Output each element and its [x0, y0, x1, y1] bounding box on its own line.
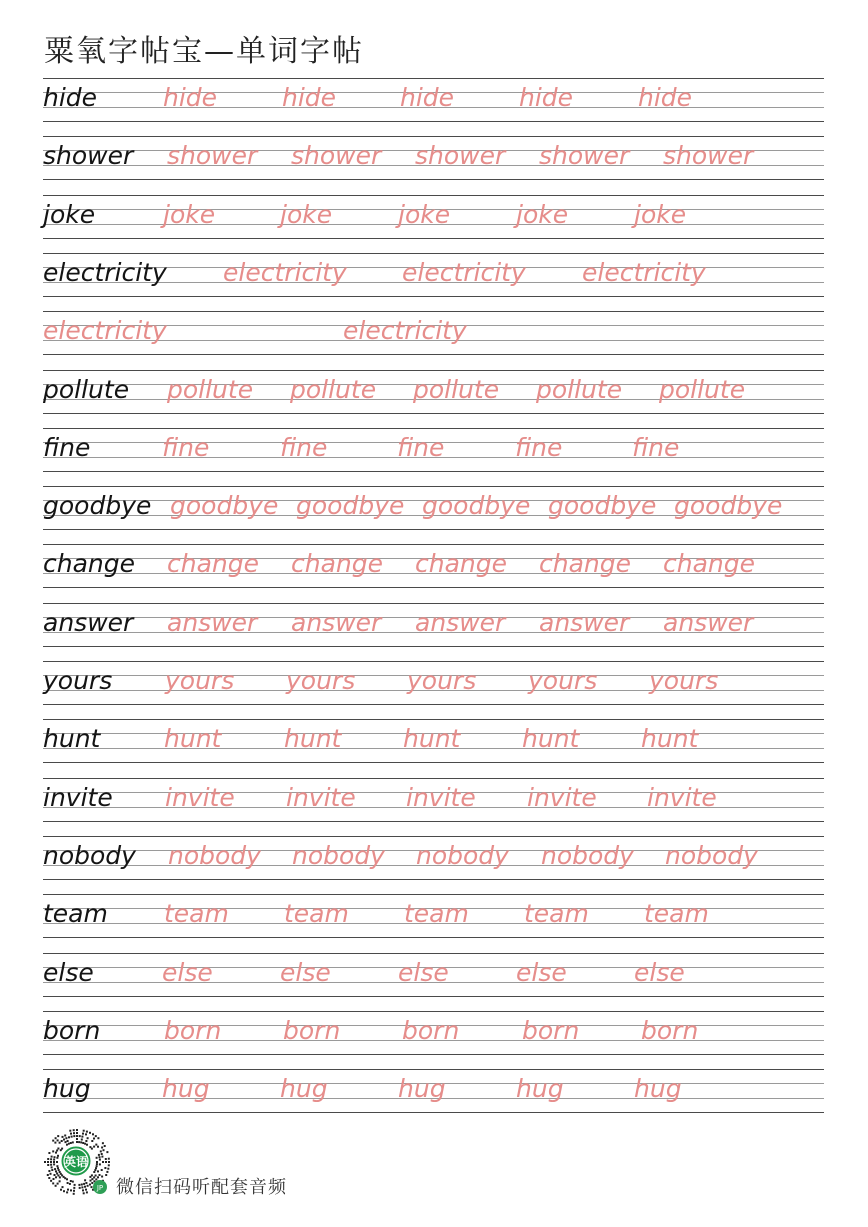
trace-word: yours — [407, 666, 477, 695]
practice-row — [43, 486, 824, 530]
model-word: team — [43, 899, 108, 929]
trace-word: joke — [634, 199, 687, 229]
guide-line — [43, 238, 824, 239]
trace-word: else — [398, 957, 449, 987]
trace-word: electricity — [343, 316, 467, 346]
trace-word: answer — [415, 607, 506, 637]
trace-word: hunt — [164, 724, 222, 754]
guide-line — [43, 136, 824, 137]
guide-line — [43, 121, 824, 122]
practice-row — [43, 603, 824, 647]
qr-corner-label: JP — [96, 1184, 104, 1192]
trace-word: hug — [516, 1074, 564, 1104]
practice-row — [43, 195, 824, 239]
trace-word: pollute — [167, 374, 254, 404]
guide-line — [43, 996, 824, 997]
trace-word: hug — [398, 1074, 446, 1104]
model-word: fine — [43, 432, 91, 462]
footer-caption: 微信扫码听配套音频 — [116, 1177, 287, 1198]
guide-line — [43, 1011, 824, 1012]
guide-line — [43, 428, 824, 429]
practice-row — [43, 136, 824, 180]
trace-word: change — [415, 549, 508, 579]
practice-row — [43, 370, 824, 414]
trace-word: team — [404, 899, 469, 929]
practice-row — [43, 78, 824, 122]
model-word: hunt — [43, 724, 101, 754]
practice-row — [43, 428, 824, 472]
practice-row — [43, 1011, 824, 1055]
qr-badge-label: 英语 — [63, 1155, 89, 1169]
trace-word: pollute — [290, 374, 377, 404]
model-word: answer — [43, 607, 134, 637]
trace-word: nobody — [168, 840, 261, 870]
trace-word: joke — [516, 199, 569, 229]
trace-word: joke — [163, 199, 216, 229]
practice-row — [43, 836, 824, 880]
guide-line — [43, 762, 824, 763]
trace-word: shower — [415, 141, 506, 171]
trace-word: team — [284, 899, 349, 929]
practice-row — [43, 953, 824, 997]
trace-word: goodbye — [296, 491, 405, 521]
trace-word: else — [634, 957, 685, 987]
model-word: shower — [43, 141, 134, 171]
guide-line — [43, 195, 824, 196]
trace-word: hug — [634, 1074, 682, 1104]
trace-word: fine — [632, 432, 680, 462]
trace-word: change — [291, 549, 384, 579]
trace-word: shower — [291, 141, 382, 171]
trace-word: electricity — [582, 257, 706, 287]
trace-word: else — [280, 957, 331, 987]
trace-word: born — [402, 1015, 460, 1045]
model-word: else — [43, 957, 94, 987]
guide-line — [43, 719, 824, 720]
trace-word: nobody — [665, 840, 758, 870]
practice-row — [43, 778, 824, 822]
footer — [40, 1125, 440, 1205]
guide-line — [43, 1054, 824, 1055]
trace-word: born — [283, 1015, 341, 1045]
trace-word: shower — [663, 141, 754, 171]
trace-word: hunt — [403, 724, 461, 754]
trace-word: nobody — [416, 840, 509, 870]
trace-word: goodbye — [170, 491, 279, 521]
trace-word: goodbye — [422, 491, 531, 521]
trace-word: electricity — [223, 257, 347, 287]
trace-word: hide — [163, 83, 218, 112]
trace-word: hug — [280, 1074, 328, 1104]
trace-word: hunt — [641, 724, 699, 754]
trace-word: change — [663, 549, 756, 579]
trace-word: team — [644, 899, 709, 929]
trace-word: invite — [647, 782, 717, 812]
trace-word: hide — [282, 83, 337, 112]
trace-word: nobody — [292, 840, 385, 870]
guide-line — [43, 413, 824, 414]
practice-row — [43, 894, 824, 938]
guide-line — [43, 471, 824, 472]
practice-row — [43, 544, 824, 588]
guide-line — [43, 1112, 824, 1113]
guide-line — [43, 179, 824, 180]
trace-word: invite — [286, 782, 356, 812]
trace-word: nobody — [541, 840, 634, 870]
guide-line — [43, 1069, 824, 1070]
page-title: 粟氧字帖宝—单词字帖 — [44, 34, 364, 69]
practice-row — [43, 719, 824, 763]
model-word: hug — [43, 1074, 91, 1104]
trace-word: born — [522, 1015, 580, 1045]
trace-word: answer — [539, 607, 630, 637]
trace-word: answer — [291, 607, 382, 637]
trace-word: born — [164, 1015, 222, 1045]
guide-line — [43, 370, 824, 371]
guide-line — [43, 821, 824, 822]
trace-word: else — [162, 957, 213, 987]
trace-word: fine — [162, 432, 210, 462]
model-word: nobody — [43, 840, 136, 870]
trace-word: team — [524, 899, 589, 929]
practice-row — [43, 661, 824, 705]
trace-word: hunt — [284, 724, 342, 754]
trace-word: joke — [280, 199, 333, 229]
guide-line — [43, 529, 824, 530]
trace-word: change — [539, 549, 632, 579]
trace-word: pollute — [413, 374, 500, 404]
guide-line — [43, 704, 824, 705]
model-word: goodbye — [43, 491, 152, 521]
model-word: joke — [43, 199, 96, 229]
trace-word: change — [167, 549, 260, 579]
trace-word: fine — [397, 432, 445, 462]
trace-word: invite — [406, 782, 476, 812]
trace-word: yours — [528, 666, 598, 695]
trace-word: shower — [167, 141, 258, 171]
guide-line — [43, 354, 824, 355]
guide-line — [43, 879, 824, 880]
guide-line — [43, 253, 824, 254]
trace-word: electricity — [402, 257, 526, 287]
guide-line — [43, 953, 824, 954]
trace-word: fine — [280, 432, 328, 462]
model-word: electricity — [43, 257, 167, 287]
trace-word: answer — [663, 607, 754, 637]
guide-line — [43, 296, 824, 297]
guide-line — [43, 603, 824, 604]
trace-word: answer — [167, 607, 258, 637]
trace-word: fine — [515, 432, 563, 462]
trace-word: yours — [286, 666, 356, 695]
guide-line — [43, 311, 824, 312]
model-word: pollute — [43, 374, 130, 404]
guide-line — [43, 544, 824, 545]
model-word: invite — [43, 782, 113, 812]
guide-line — [43, 894, 824, 895]
guide-line — [43, 661, 824, 662]
practice-row — [43, 1069, 824, 1113]
model-word: yours — [43, 666, 113, 695]
model-word: hide — [43, 83, 98, 112]
trace-word: pollute — [659, 374, 746, 404]
trace-word: hide — [400, 83, 455, 112]
trace-word: pollute — [536, 374, 623, 404]
guide-line — [43, 587, 824, 588]
practice-row — [43, 253, 824, 297]
trace-word: else — [516, 957, 567, 987]
guide-line — [43, 486, 824, 487]
trace-word: invite — [165, 782, 235, 812]
practice-row — [43, 311, 824, 355]
trace-word: yours — [649, 666, 719, 695]
model-word: change — [43, 549, 136, 579]
trace-word: invite — [527, 782, 597, 812]
trace-word: goodbye — [674, 491, 783, 521]
trace-word: goodbye — [548, 491, 657, 521]
trace-word: hide — [638, 83, 693, 112]
guide-line — [43, 937, 824, 938]
trace-word: team — [164, 899, 229, 929]
model-word: born — [43, 1015, 101, 1045]
trace-word: born — [641, 1015, 699, 1045]
trace-word: joke — [398, 199, 451, 229]
trace-word: hunt — [522, 724, 580, 754]
trace-word: yours — [165, 666, 235, 695]
guide-line — [43, 836, 824, 837]
guide-line — [43, 78, 824, 79]
trace-word: shower — [539, 141, 630, 171]
trace-word: hug — [162, 1074, 210, 1104]
guide-line — [43, 778, 824, 779]
trace-word: hide — [519, 83, 574, 112]
qr-code-icon — [40, 1125, 112, 1197]
trace-word: electricity — [43, 316, 167, 346]
guide-line — [43, 646, 824, 647]
